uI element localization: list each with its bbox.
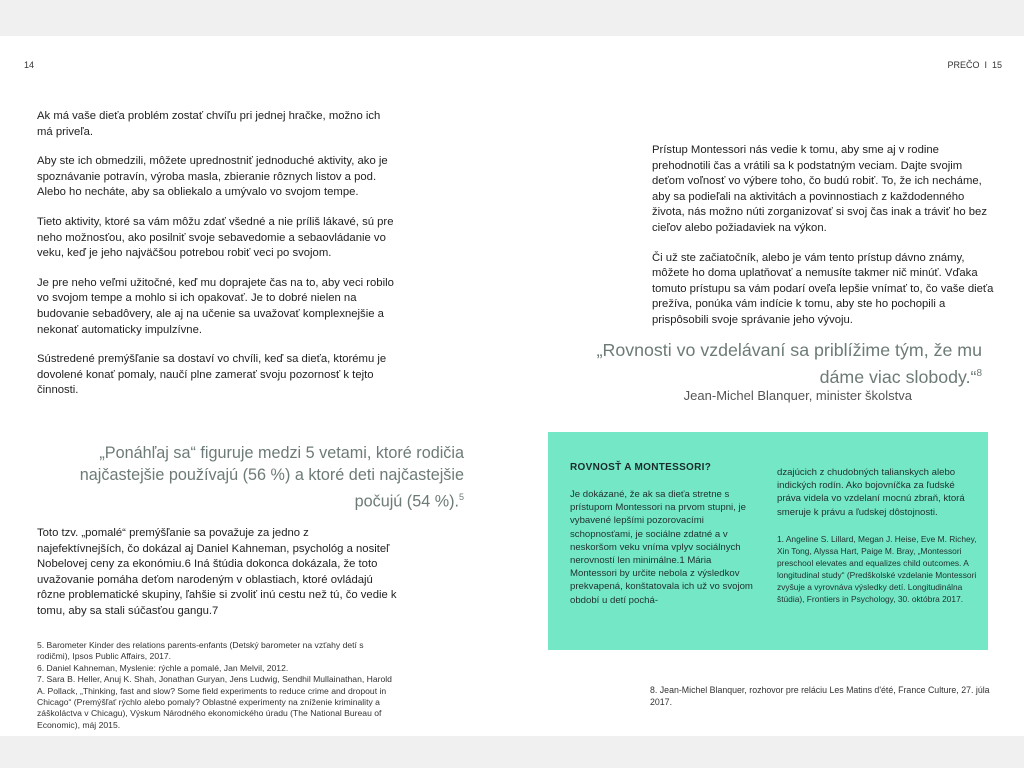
left-body-text <box>37 109 399 413</box>
box-title: ROVNOSŤ A MONTESSORI? <box>570 462 712 473</box>
footnotes-left <box>37 640 397 731</box>
paragraph: Prístup Montessori nás vedie k tomu, aby sme aj v rodine prehodnotili čas a vrátili sa k podstatným veciam. Dajte svojim deťom voľnosť vo výbere toho, čo budú robiť. To, že ich necháme, aby sa podieľali na aktivitách a povinnostiach z každodenného života, nás možno núti zorganizovať si svoj čas inak a tráviť ho bez cieľov alebo požiadaviek na výkon. <box>652 144 987 234</box>
right-page <box>512 36 1024 736</box>
box-reference: 1. Angeline S. Lillard, Megan J. Heise, Eve M. Richey, Xin Tong, Alyssa Hart, Paige M. Bray, „Montessori preschool elevates and equalizes child outcomes. A longitudinal study“ (Predškolské vzdelanie Montessori zvyšuje a vyrovnáva výsledky detí. Longitudinálna štúdia), Frontiers in Psychology, 30. októbra 2017. <box>777 533 977 604</box>
page-number-left: 14 <box>24 60 35 70</box>
box-text: dzajúcich z chudobných talianskych alebo indických rodín. Ako bojovníčka za ľudské práva videla vo vzdelaní mocnú zbraň, ktorá smeruje k právu a ľudskej dôstojnosti. <box>777 467 965 518</box>
box-column-2 <box>777 466 977 605</box>
paragraph: Či už ste začiatočník, alebo je vám tento prístup dávno známy, môžete ho doma uplatňovať a nemusíte takmer nič minúť. Vďaka tomuto prístupu sa vám podarí oveľa lepšie vnímať to, čo vaše dieťa prežíva, ponúka vám indície k tomu, aby ste ho pochopili a prispôsobili svoje správanie jeho vývoju. <box>652 251 994 326</box>
footnote-ref: 8 <box>976 368 982 379</box>
running-header-right <box>947 60 1002 70</box>
paragraph: Je pre neho veľmi užitočné, keď mu doprajete čas na to, aby veci robilo vo svojom tempe a mohlo si ich opakovať. Je to dobré nielen na budovanie sebadôvery, ale aj na učenie sa uvažovať komplexnejšie a nekonať automaticky impulzívne. <box>37 276 394 336</box>
pull-quote-text: „Rovnosti vo vzdelávaní sa priblížime tým, že mu dáme viac slobody.“ <box>596 340 982 387</box>
pull-quote-left <box>44 442 464 512</box>
footnote-ref: 5 <box>458 492 464 502</box>
right-body-text <box>652 143 997 343</box>
footnote-right: 8. Jean-Michel Blanquer, rozhovor pre reláciu Les Matins d'été, France Culture, 27. júla 2017. <box>650 685 990 707</box>
left-page <box>0 36 512 736</box>
footnote: 7. Sara B. Heller, Anuj K. Shah, Jonathan Guryan, Jens Ludwig, Sendhil Mullainathan, Harold A. Pollack, „Thinking, fast and slow? Some field experiments to reduce crime and dropout in Chicago“ (Premýšľať rýchlo alebo pomaly? Oblastné experimenty na zníženie kriminality a záškoláctva v Chicagu), Výskum Národného ekonomického úradu (The National Bureau of Economic), máj 2015. <box>37 674 392 730</box>
paragraph: Toto tzv. „pomalé“ premýšľanie sa považuje za jedno z najefektívnejších, čo dokázal aj Daniel Kahneman, psychológ a nositeľ Nobelovej ceny za ekonómiu.6 Iná štúdia dokonca dokázala, že toto uvažovanie pomáha deťom narodeným v oblastiach, ktoré ovládajú rôzne problematické skupiny, ľahšie si zvoliť inú cestu než tú, čo vedie k tomu, aby sa stali súčasťou gangu.7 <box>37 527 397 617</box>
pull-quote-right <box>582 338 982 389</box>
page-number-right: 15 <box>991 60 1002 70</box>
pull-quote-text: „Ponáhľaj sa“ figuruje medzi 5 vetami, ktoré rodičia najčastejšie používajú (56 %) a ktoré deti najčastejšie počujú (54 %). <box>79 444 464 511</box>
paragraph: Aby ste ich obmedzili, môžete uprednostniť jednoduché aktivity, ako je spoznávanie potravín, výroba masla, zbieranie rôznych listov a pod. Alebo ho necháte, aby sa obliekalo a umývalo vo svojom tempe. <box>37 155 388 199</box>
left-body-text-2 <box>37 526 399 634</box>
box-column-1 <box>570 488 760 607</box>
quote-attribution: Jean-Michel Blanquer, minister školstva <box>683 388 912 403</box>
box-text: Je dokázané, že ak sa dieťa stretne s prístupom Montessori na prvom stupni, je vybavené lepšími pozorovacími schopnosťami, je sociálne zdatné a v neskoršom veku vníma vplyv sociálnych nerovností len minimálne.1 Mária Montessori by určite nebola z výsledkov prekvapená, konštatovala ich už vo svojom období u detí pochá- <box>570 489 753 606</box>
book-spread <box>0 36 1024 736</box>
paragraph: Sústredené premýšľanie sa dostaví vo chvíli, keď sa dieťa, ktorému je dovolené konať pomaly, naučí plne zamerať svoju pozornosť k tejto činnosti. <box>37 353 387 397</box>
paragraph: Tieto aktivity, ktoré sa vám môžu zdať všedné a nie príliš lákavé, sú pre neho možnosťou, ako posilniť svoje sebavedomie a sebaovládanie vo veku, keď je jeho najväčšou potrebou robiť veci po svojom. <box>37 215 394 260</box>
footnote: 5. Barometer Kinder des relations parents-enfants (Detský barometer na vzťahy detí s rodičmi), Ipsos Public Affairs, 2017. <box>37 640 364 662</box>
header-separator: I <box>984 60 987 70</box>
paragraph: Ak má vaše dieťa problém zostať chvíľu pri jednej hračke, možno ich má priveľa. <box>37 110 381 138</box>
section-title: PREČO <box>947 60 980 70</box>
footnote: 6. Daniel Kahneman, Myslenie: rýchle a pomalé, Jan Melvil, 2012. <box>37 662 289 673</box>
sidebar-box <box>548 432 988 650</box>
